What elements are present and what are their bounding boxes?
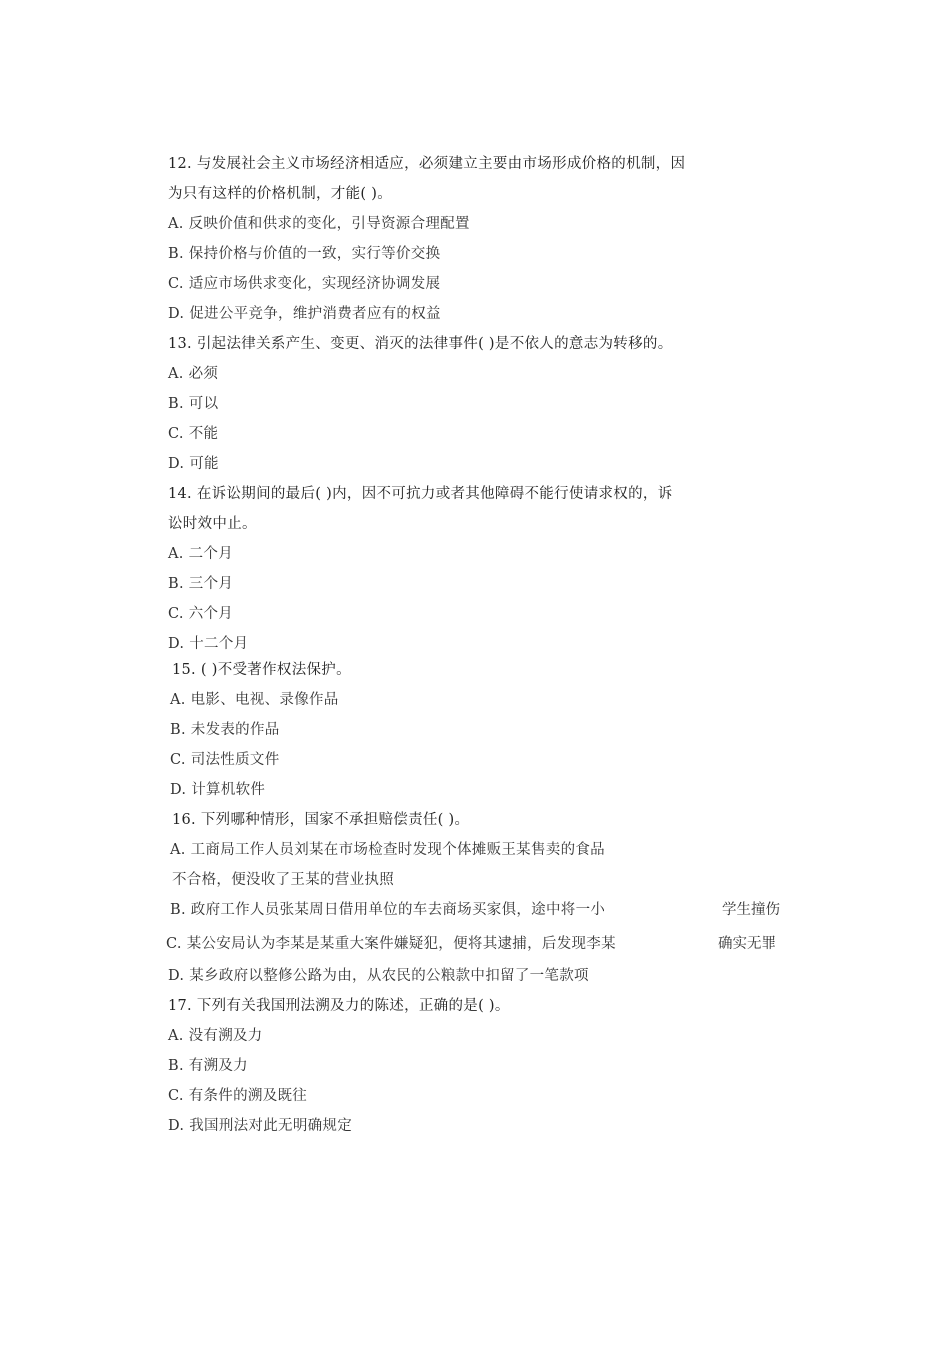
question-15-option-a: A. 电影、电视、录像作品 [170,692,339,708]
question-13-option-d: D. 可能 [168,456,219,472]
question-12-stem-line-2: 为只有这样的价格机制，才能( )。 [168,186,393,202]
question-17-option-d: D. 我国刑法对此无明确规定 [168,1118,353,1134]
question-17-stem-line-1: 17. 下列有关我国刑法溯及力的陈述，正确的是( )。 [168,998,510,1014]
question-16-option-b: B. 政府工作人员张某周日借用单位的车去商场买家俱，途中将一小 [170,902,606,918]
question-16-option-a-continued: 不合格，便没收了王某的营业执照 [172,872,394,888]
question-15-option-b: B. 未发表的作品 [170,722,280,738]
question-14-stem-line-2: 讼时效中止。 [168,516,257,532]
question-14-option-b: B. 三个月 [168,576,234,592]
question-17-option-b: B. 有溯及力 [168,1058,248,1074]
question-13-option-a: A. 必须 [168,366,219,382]
question-12-stem-line-1: 12. 与发展社会主义市场经济相适应，必须建立主要由市场形成价格的机制，因 [168,156,686,172]
question-13-option-c: C. 不能 [168,426,219,442]
question-17-option-a: A. 没有溯及力 [168,1028,263,1044]
question-14-option-c: C. 六个月 [168,606,234,622]
question-16-option-d: D. 某乡政府以整修公路为由，从农民的公粮款中扣留了一笔款项 [168,968,589,984]
question-16-option-a: A. 工商局工作人员刘某在市场检查时发现个体摊贩王某售卖的食品 [170,842,605,858]
question-16-option-c: C. 某公安局认为李某是某重大案件嫌疑犯，便将其逮捕，后发现李某 [166,936,616,952]
question-16-option-b-tail: 学生撞伤 [722,902,780,918]
question-15-option-c: C. 司法性质文件 [170,752,280,768]
question-16-stem-line-1: 16. 下列哪种情形，国家不承担赔偿责任( )。 [172,812,470,828]
question-13-stem-line-1: 13. 引起法律关系产生、变更、消灭的法律事件( )是不依人的意志为转移的。 [168,336,673,352]
question-12-option-d: D. 促进公平竞争，维护消费者应有的权益 [168,306,441,322]
question-15-option-d: D. 计算机软件 [170,782,266,798]
question-12-option-b: B. 保持价格与价值的一致，实行等价交换 [168,246,441,262]
question-14-option-a: A. 二个月 [168,546,233,562]
question-12-option-c: C. 适应市场供求变化，实现经济协调发展 [168,276,441,292]
question-13-option-b: B. 可以 [168,396,219,412]
question-12-option-a: A. 反映价值和供求的变化，引导资源合理配置 [168,216,470,232]
question-14-option-d: D. 十二个月 [168,636,249,652]
question-17-option-c: C. 有条件的溯及既往 [168,1088,308,1104]
question-14-stem-line-1: 14. 在诉讼期间的最后( )内，因不可抗力或者其他障碍不能行使请求权的，诉 [168,486,673,502]
question-16-option-c-tail: 确实无罪 [718,936,776,952]
question-15-stem-line-1: 15. ( )不受著作权法保护。 [172,662,351,678]
